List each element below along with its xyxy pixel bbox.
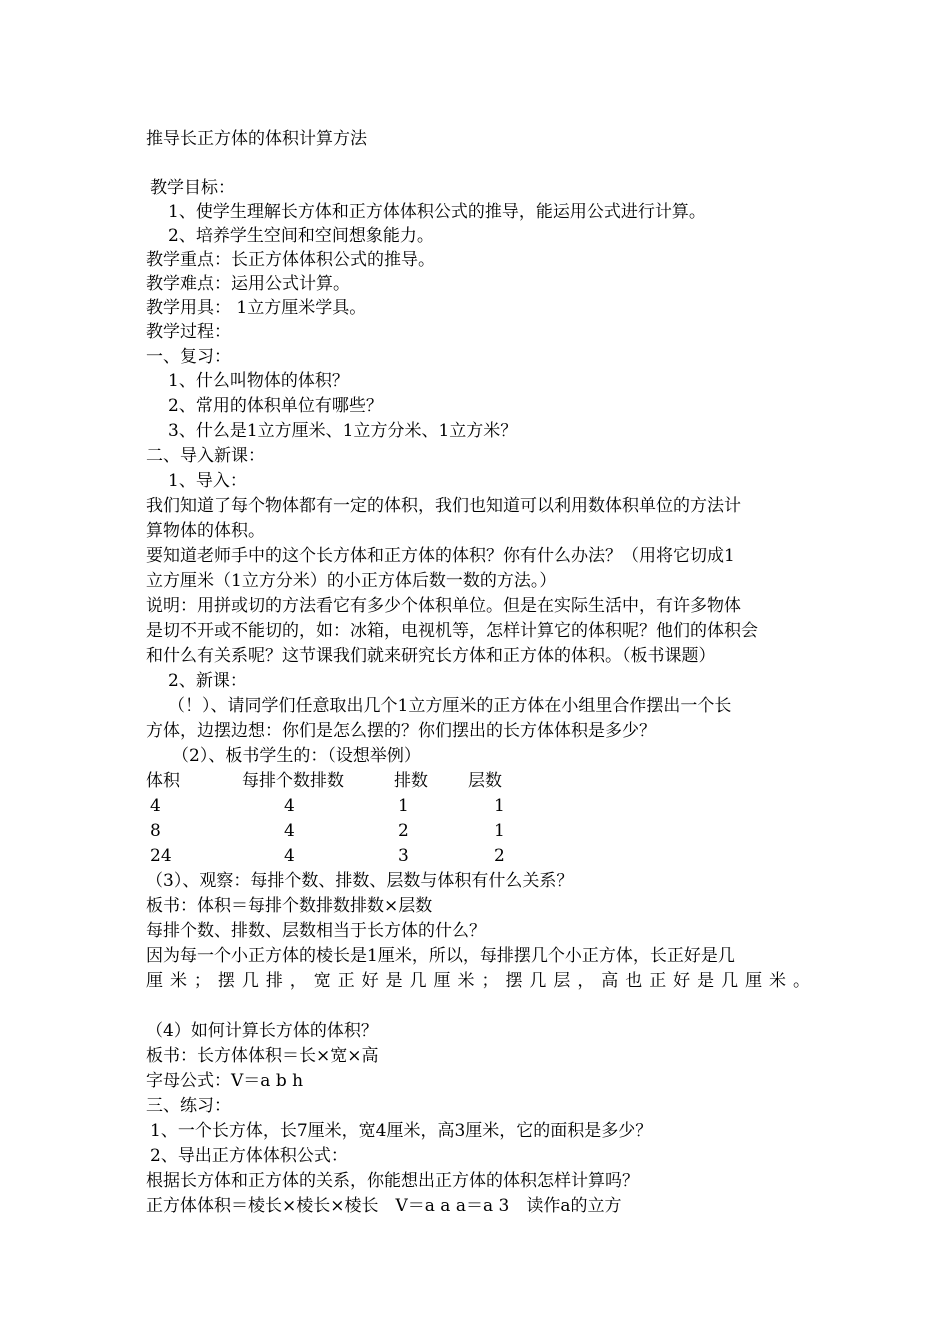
key-point: 教学重点：长正方体体积公式的推导。: [146, 250, 435, 270]
cube-volume-formula: 正方体体积＝棱长×棱长×棱长 V＝a a a＝a 3 读作a的立方: [146, 1196, 622, 1216]
tools: 教学用具： 1立方厘米学具。: [146, 298, 367, 318]
practice-heading: 三、练习：: [146, 1096, 231, 1116]
table-cell: 2: [494, 846, 505, 866]
practice-item-1: 1、一个长方体，长7厘米，宽4厘米，高3厘米，它的面积是多少？: [150, 1121, 653, 1141]
difficulty: 教学难点：运用公式计算。: [146, 274, 350, 294]
intro-paragraph-2-line-1: 要知道老师手中的这个长方体和正方体的体积？你有什么办法？（用将它切成1: [146, 546, 735, 566]
table-cell: 1: [398, 796, 409, 816]
table-cell: 3: [398, 846, 409, 866]
intro-paragraph-3-line-1: 说明：用拼或切的方法看它有多少个体积单位。但是在实际生活中，有许多物体: [146, 596, 741, 616]
table-cell: 4: [284, 821, 295, 841]
intro-paragraph-1-line-1: 我们知道了每个物体都有一定的体积，我们也知道可以利用数体积单位的方法计: [146, 496, 741, 516]
intro-heading: 1、导入：: [168, 471, 247, 491]
practice-question: 根据长方体和正方体的关系，你能想出正方体的体积怎样计算吗？: [146, 1171, 639, 1191]
step-4: （4）如何计算长方体的体积？: [146, 1021, 378, 1041]
table-header-per-row: 每排个数排数: [242, 771, 344, 791]
review-heading: 一、复习：: [146, 347, 231, 367]
letter-formula: 字母公式：V＝a b h: [146, 1071, 304, 1091]
objective-1: 1、使学生理解长方体和正方体体积公式的推导，能运用公式进行计算。: [168, 202, 706, 222]
review-item-2: 2、常用的体积单位有哪些？: [168, 396, 383, 416]
explanation-line-1: 因为每一个小正方体的棱长是1厘米，所以，每排摆几个小正方体，长正好是几: [146, 946, 735, 966]
table-row: [146, 794, 646, 818]
intro-paragraph-3-line-2: 是切不开或不能切的，如：冰箱，电视机等，怎样计算它的体积呢？他们的体积会: [146, 621, 758, 641]
new-lesson-heading: 二、导入新课：: [146, 446, 265, 466]
table-row: [146, 819, 646, 843]
table-cell: 1: [494, 796, 505, 816]
explanation-line-2: 厘米；摆几排，宽正好是几厘米；摆几层，高也正好是几厘米。: [146, 971, 810, 991]
question-1: 每排个数、排数、层数相当于长方体的什么？: [146, 921, 486, 941]
intro-paragraph-3-line-3: 和什么有关系呢？这节课我们就来研究长方体和正方体的体积。（板书课题）: [146, 646, 716, 666]
table-header-volume: 体积: [146, 771, 180, 791]
board-note-2: 板书：长方体体积＝长×宽×高: [146, 1046, 379, 1066]
objectives-heading: 教学目标：: [150, 178, 235, 198]
step-1-line-1: （！）、请同学们任意取出几个1立方厘米的正方体在小组里合作摆出一个长: [168, 696, 732, 716]
table-cell: 1: [494, 821, 505, 841]
table-header-row: [146, 769, 646, 793]
table-cell: 4: [284, 796, 295, 816]
table-cell: 24: [150, 846, 172, 866]
table-row: [146, 844, 646, 868]
document-title: 推导长正方体的体积计算方法: [146, 129, 367, 149]
process-heading: 教学过程：: [146, 322, 231, 342]
board-note-1: 板书：体积＝每排个数排数排数×层数: [146, 896, 433, 916]
intro-paragraph-2-line-2: 立方厘米（1立方分米）的小正方体后数一数的方法。）: [146, 571, 557, 591]
intro-paragraph-1-line-2: 算物体的体积。: [146, 521, 265, 541]
new-heading: 2、新课：: [168, 671, 247, 691]
table-cell: 2: [398, 821, 409, 841]
table-header-layers: 层数: [468, 771, 502, 791]
table-cell: 4: [284, 846, 295, 866]
review-item-1: 1、什么叫物体的体积？: [168, 371, 349, 391]
step-1-line-2: 方体，边摆边想：你们是怎么摆的？你们摆出的长方体体积是多少？: [146, 721, 656, 741]
table-header-rows: 排数: [394, 771, 428, 791]
table-cell: 8: [150, 821, 161, 841]
table-cell: 4: [150, 796, 161, 816]
objective-2: 2、培养学生空间和空间想象能力。: [168, 226, 434, 246]
step-2: （2）、板书学生的：（设想举例）: [172, 746, 421, 766]
practice-item-2: 2、导出正方体体积公式：: [150, 1146, 348, 1166]
review-item-3: 3、什么是1立方厘米、1立方分米、1立方米？: [168, 421, 518, 441]
step-3: （3）、观察：每排个数、排数、层数与体积有什么关系？: [146, 871, 574, 891]
